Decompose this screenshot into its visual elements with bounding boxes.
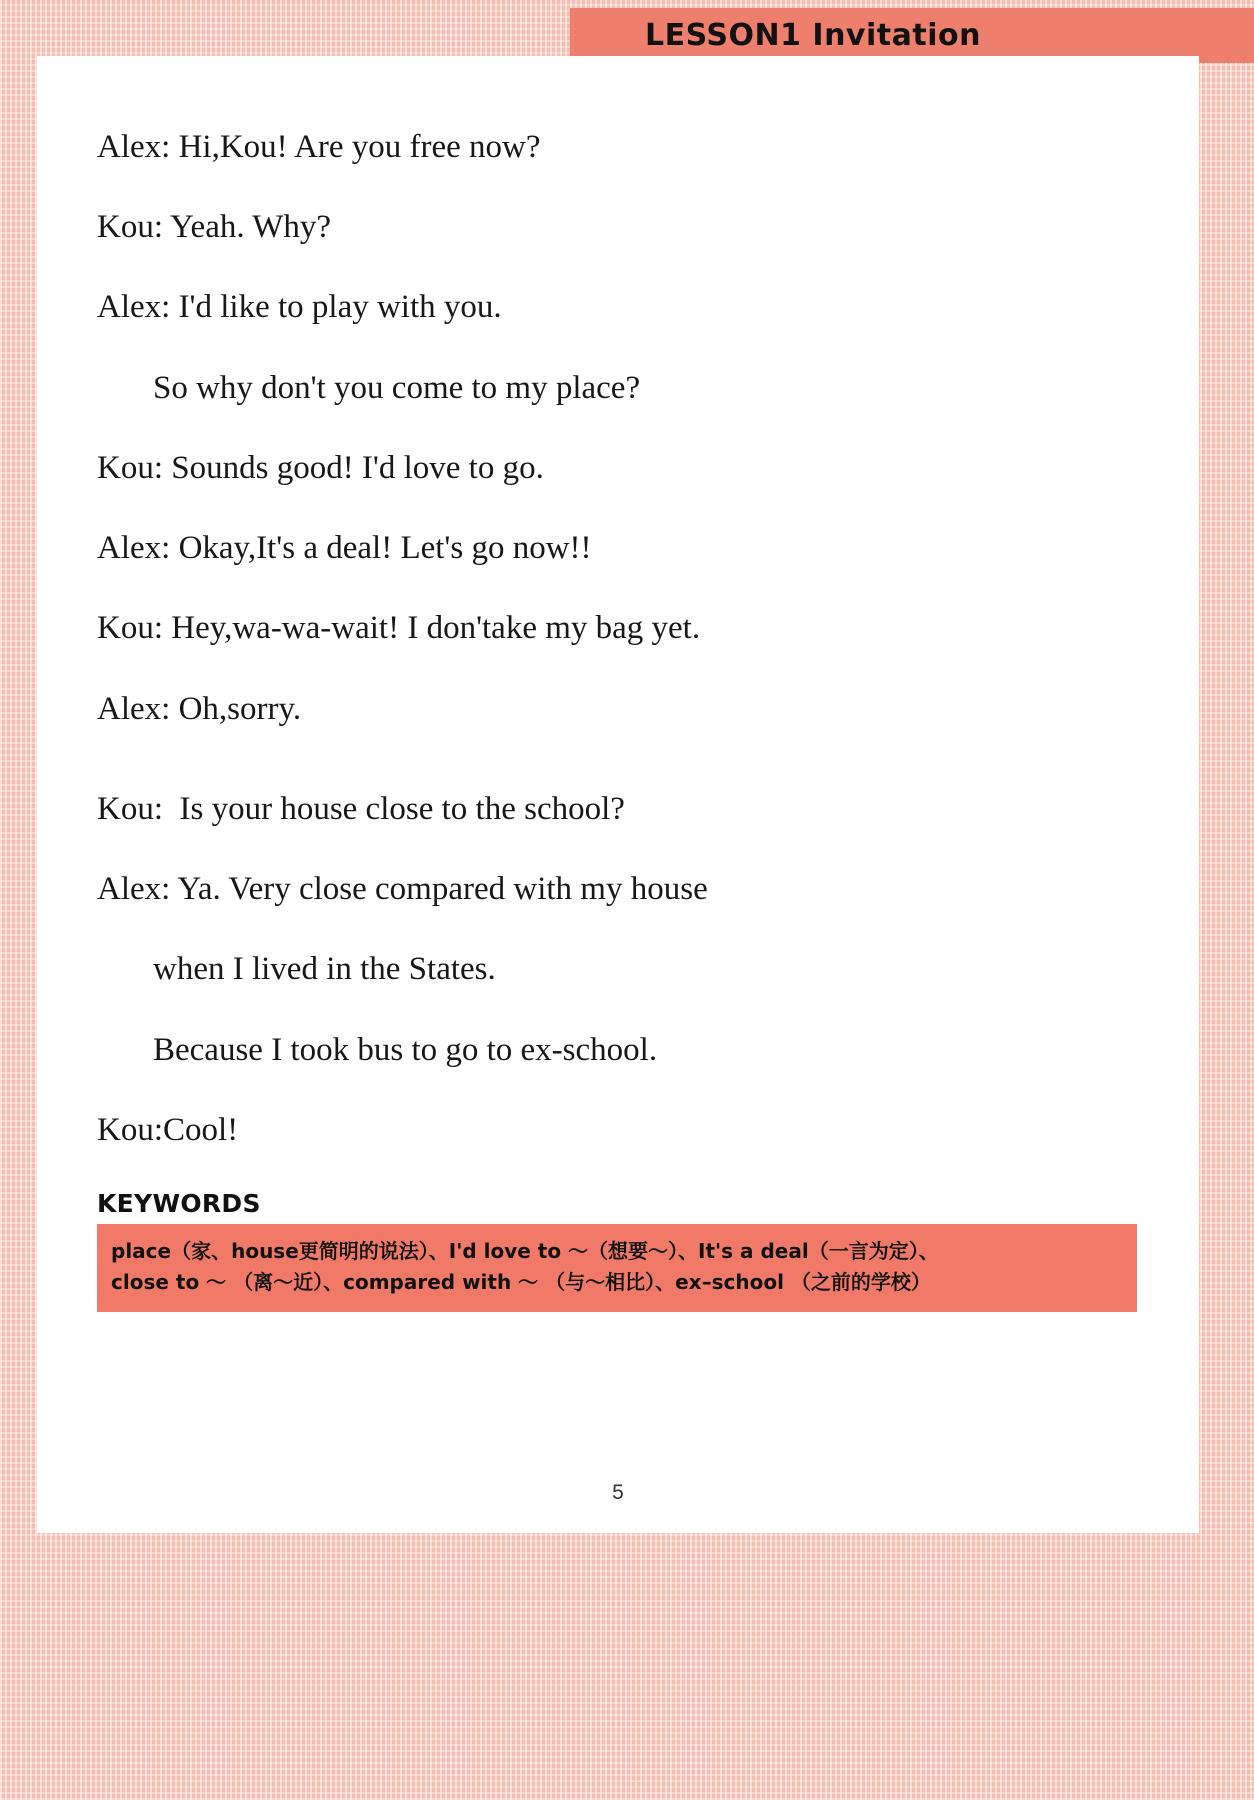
dialogue-line: Kou: Is your house close to the school? bbox=[97, 790, 625, 827]
dialogue-line: Kou:Cool! bbox=[97, 1111, 239, 1148]
worksheet-page bbox=[37, 56, 1199, 1533]
keywords-box bbox=[97, 1224, 1137, 1312]
dialogue-block bbox=[97, 126, 1139, 1151]
lesson-title: LESSON1 Invitation bbox=[645, 18, 981, 53]
dialogue-line: Alex: Hi,Kou! Are you free now? bbox=[97, 129, 541, 165]
dialogue-line: Kou: Hey,wa-wa-wait! I don'take my bag yet. bbox=[97, 610, 701, 647]
dialogue-line: Because I took bus to go to ex-school. bbox=[153, 1031, 658, 1068]
dialogue-line: Kou: Yeah. Why? bbox=[97, 209, 332, 246]
keywords-line: place（家、house更简明的说法）、I'd love to ～（想要～）、It's a deal（一言为定）、 bbox=[111, 1239, 939, 1264]
keywords-heading: KEYWORDS bbox=[97, 1189, 261, 1219]
page-number: 5 bbox=[612, 1481, 624, 1504]
dialogue-line: So why don't you come to my place? bbox=[153, 369, 641, 406]
lesson-header-banner bbox=[570, 8, 1254, 63]
dialogue-line: Alex: Ya. Very close compared with my house bbox=[97, 871, 708, 908]
dialogue-line: when I lived in the States. bbox=[153, 951, 496, 988]
dialogue-line: Alex: Oh,sorry. bbox=[97, 690, 302, 727]
dialogue-line: Alex: Okay,It's a deal! Let's go now!! bbox=[97, 530, 592, 567]
keywords-line: close to ～ （离～近）、compared with ～ （与～相比）、ex–school （之前的学校） bbox=[111, 1270, 931, 1295]
dialogue-line: Alex: I'd like to play with you. bbox=[97, 289, 502, 326]
dialogue-line: Kou: Sounds good! I'd love to go. bbox=[97, 449, 544, 486]
